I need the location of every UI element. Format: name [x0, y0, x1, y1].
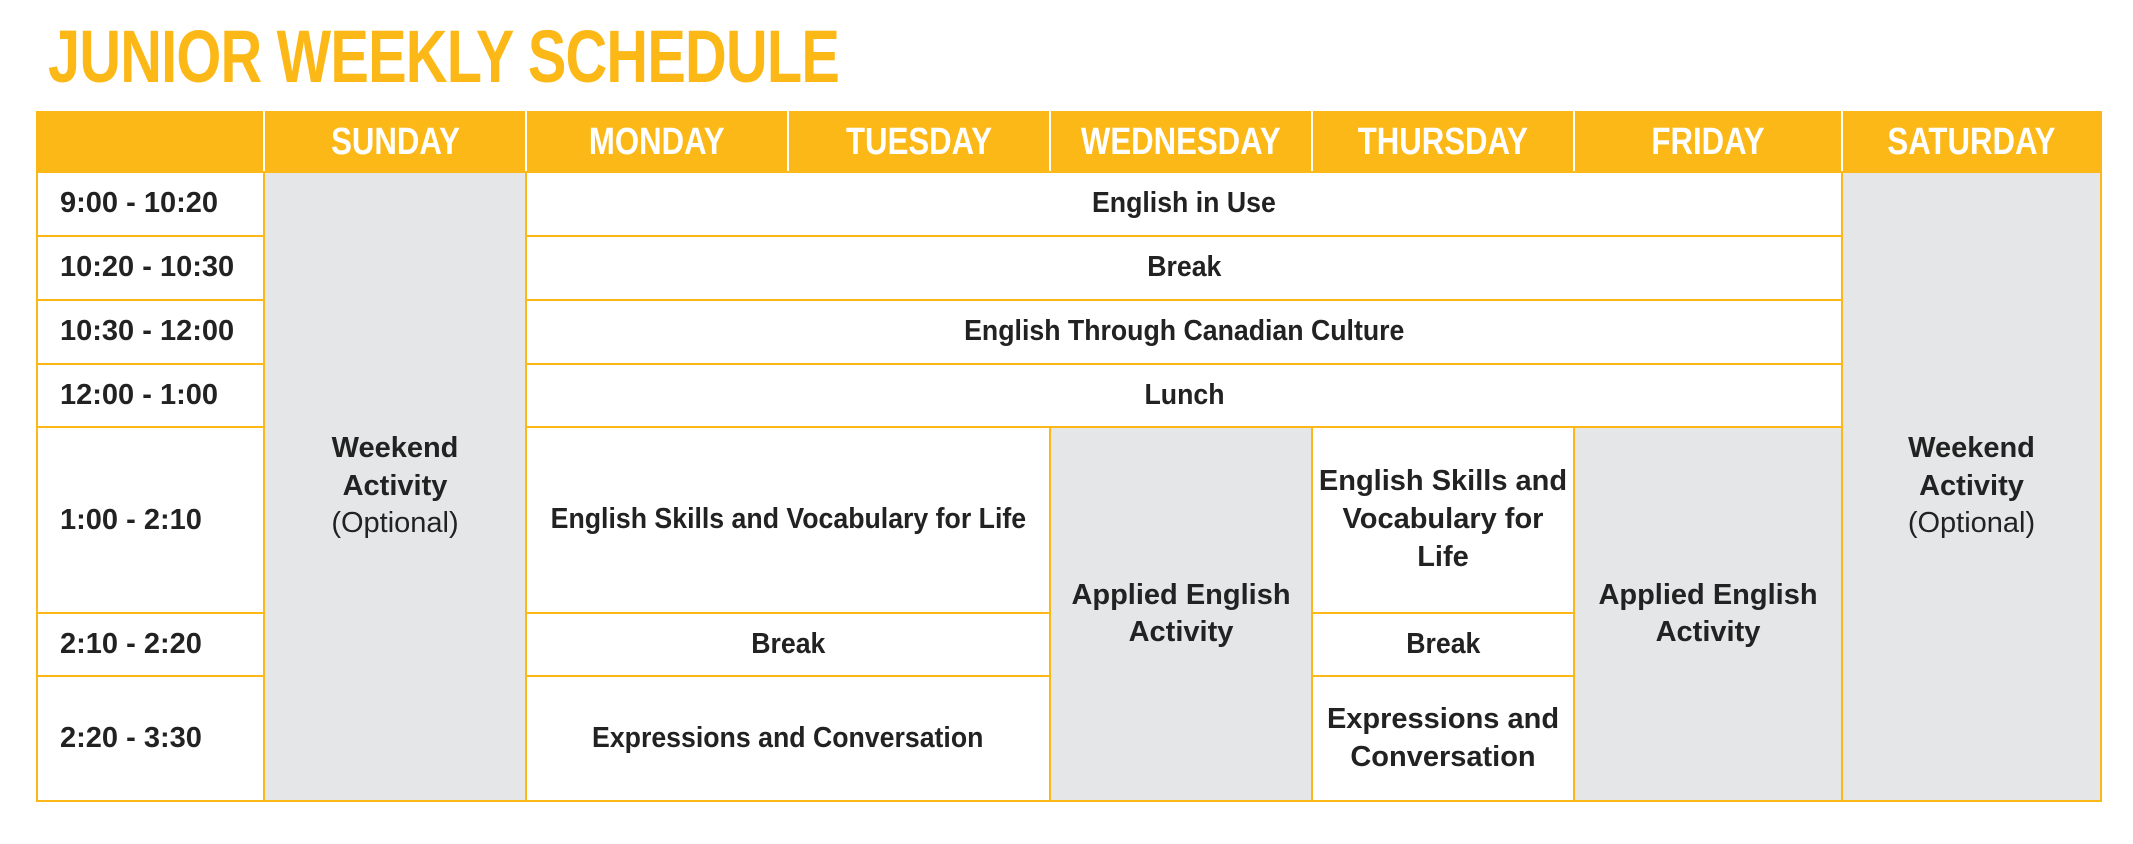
thursday-skills-line1: English Skills and	[1318, 465, 1568, 498]
header-saturday: SATURDAY	[1842, 112, 2101, 172]
morning-break-cell: Break	[526, 236, 1842, 300]
optional-label: (Optional)	[1907, 507, 2036, 540]
header-sunday: SUNDAY	[264, 112, 526, 172]
header-corner	[37, 112, 264, 172]
friday-applied-activity	[1574, 427, 1842, 801]
applied-line1: Applied English	[1598, 578, 1818, 611]
english-in-use-cell: English in Use	[526, 172, 1842, 236]
header-row	[37, 112, 2101, 172]
thursday-expressions-cell	[1312, 676, 1574, 801]
table-row	[37, 172, 2101, 236]
weekend-label-line2: Activity	[1919, 469, 2024, 502]
time-slot: 10:20 - 10:30	[37, 236, 264, 300]
applied-line2: Activity	[1655, 616, 1761, 649]
time-slot: 10:30 - 12:00	[37, 300, 264, 364]
mon-tue-skills-cell: English Skills and Vocabulary for Life	[526, 427, 1050, 612]
saturday-weekend-activity	[1842, 172, 2101, 801]
thursday-skills-line2: Vocabulary for Life	[1342, 503, 1544, 573]
time-slot: 12:00 - 1:00	[37, 364, 264, 428]
time-slot: 9:00 - 10:20	[37, 172, 264, 236]
header-tuesday: TUESDAY	[788, 112, 1050, 172]
time-slot: 2:10 - 2:20	[37, 613, 264, 677]
weekend-label-line2: Activity	[342, 469, 448, 502]
thursday-break-cell: Break	[1312, 613, 1574, 677]
wednesday-applied-activity	[1050, 427, 1312, 801]
applied-line1: Applied English	[1071, 578, 1291, 611]
lunch-cell: Lunch	[526, 364, 1842, 428]
header-thursday: THURSDAY	[1312, 112, 1574, 172]
canadian-culture-cell: English Through Canadian Culture	[526, 300, 1842, 364]
thursday-skills-cell	[1312, 427, 1574, 612]
time-slot: 2:20 - 3:30	[37, 676, 264, 801]
sunday-weekend-activity	[264, 172, 526, 801]
weekend-label-line1: Weekend	[331, 431, 459, 464]
schedule-table	[36, 111, 2102, 802]
header-wednesday: WEDNESDAY	[1050, 112, 1312, 172]
mon-tue-expressions-cell: Expressions and Conversation	[526, 676, 1050, 801]
header-monday: MONDAY	[526, 112, 788, 172]
page-title: JUNIOR WEEKLY SCHEDULE	[48, 15, 840, 98]
weekend-label-line1: Weekend	[1908, 431, 2035, 464]
time-slot: 1:00 - 2:10	[37, 427, 264, 612]
thursday-expressions-line2: Conversation	[1350, 740, 1536, 773]
mon-tue-break-cell: Break	[526, 613, 1050, 677]
optional-label: (Optional)	[331, 507, 459, 540]
header-friday: FRIDAY	[1574, 112, 1842, 172]
thursday-expressions-line1: Expressions and	[1326, 703, 1560, 736]
applied-line2: Activity	[1128, 616, 1234, 649]
